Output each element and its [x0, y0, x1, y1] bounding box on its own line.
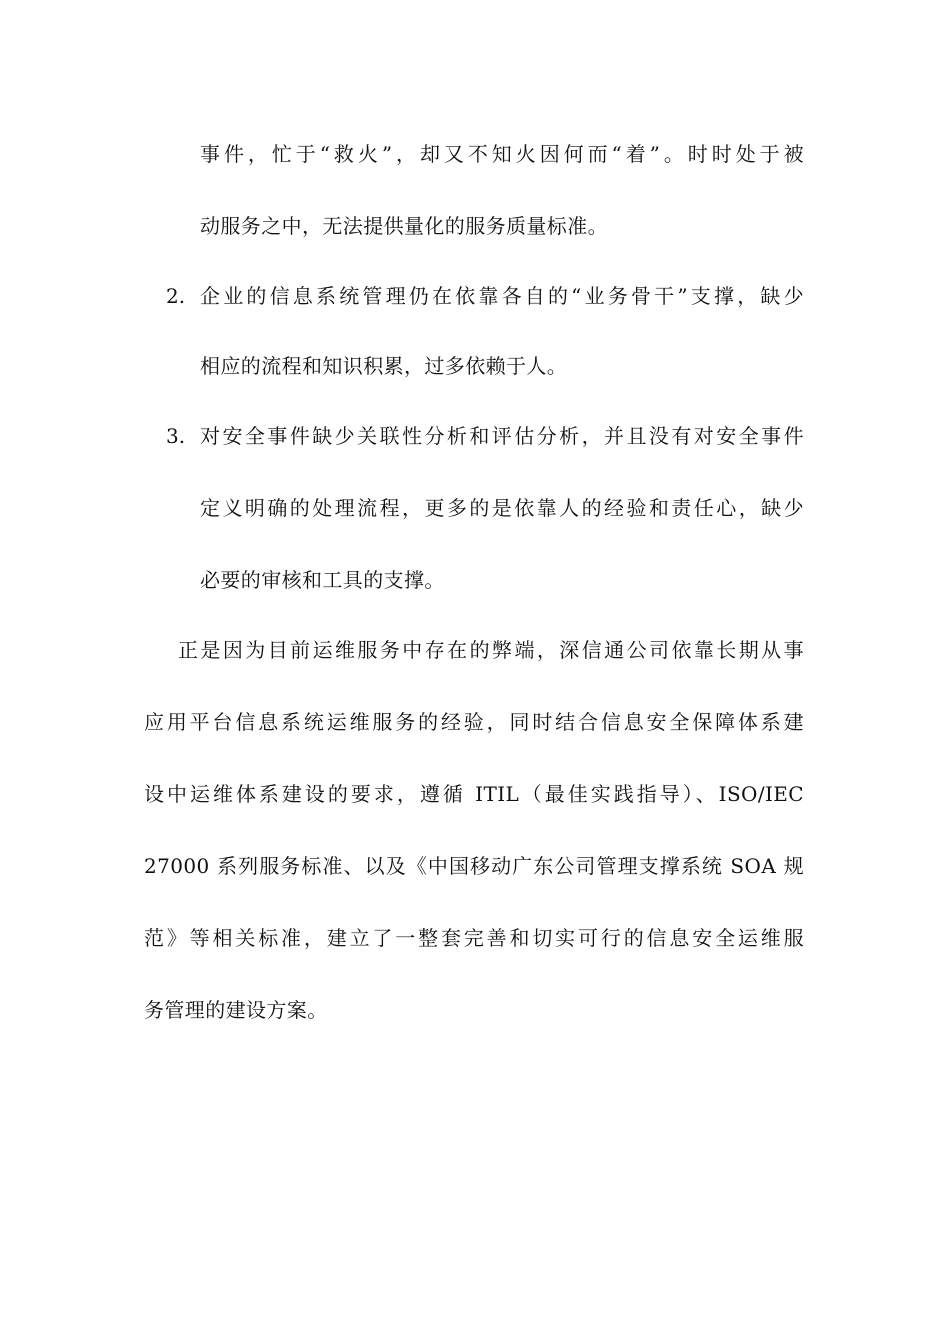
paragraph-line-6: 务管理的建设方案。 [144, 998, 328, 1022]
list-item-2-number: 2. [166, 284, 186, 308]
paragraph-line-3: 设中运维体系建设的要求，遵循 ITIL（最佳实践指导）、ISO/IEC [144, 782, 804, 806]
list-item-2-line-2: 相应的流程和知识积累，过多依赖于人。 [200, 354, 568, 378]
paragraph-line-2: 应用平台信息系统运维服务的经验，同时结合信息安全保障体系建 [144, 710, 804, 734]
list-item-3-line-2: 定义明确的处理流程，更多的是依靠人的经验和责任心，缺少 [200, 496, 804, 520]
list-item-3-line-3: 必要的审核和工具的支撑。 [200, 568, 445, 592]
paragraph-line-1: 正是因为目前运维服务中存在的弊端，深信通公司依靠长期从事 [178, 638, 804, 662]
paragraph-line-5: 范》等相关标准，建立了一整套完善和切实可行的信息安全运维服 [144, 926, 804, 950]
list-item-1-line-2: 动服务之中，无法提供量化的服务质量标准。 [200, 214, 608, 238]
list-item-2-line-1: 企业的信息系统管理仍在依靠各自的“业务骨干”支撑，缺少 [200, 284, 804, 308]
list-item-3-line-1: 对安全事件缺少关联性分析和评估分析，并且没有对安全事件 [200, 424, 804, 448]
list-item-3-number: 3. [166, 424, 186, 448]
list-item-1-line-1: 事件，忙于“救火”，却又不知火因何而“着”。时时处于被 [200, 142, 804, 166]
paragraph-line-4: 27000 系列服务标准、以及《中国移动广东公司管理支撑系统 SOA 规 [144, 854, 804, 878]
